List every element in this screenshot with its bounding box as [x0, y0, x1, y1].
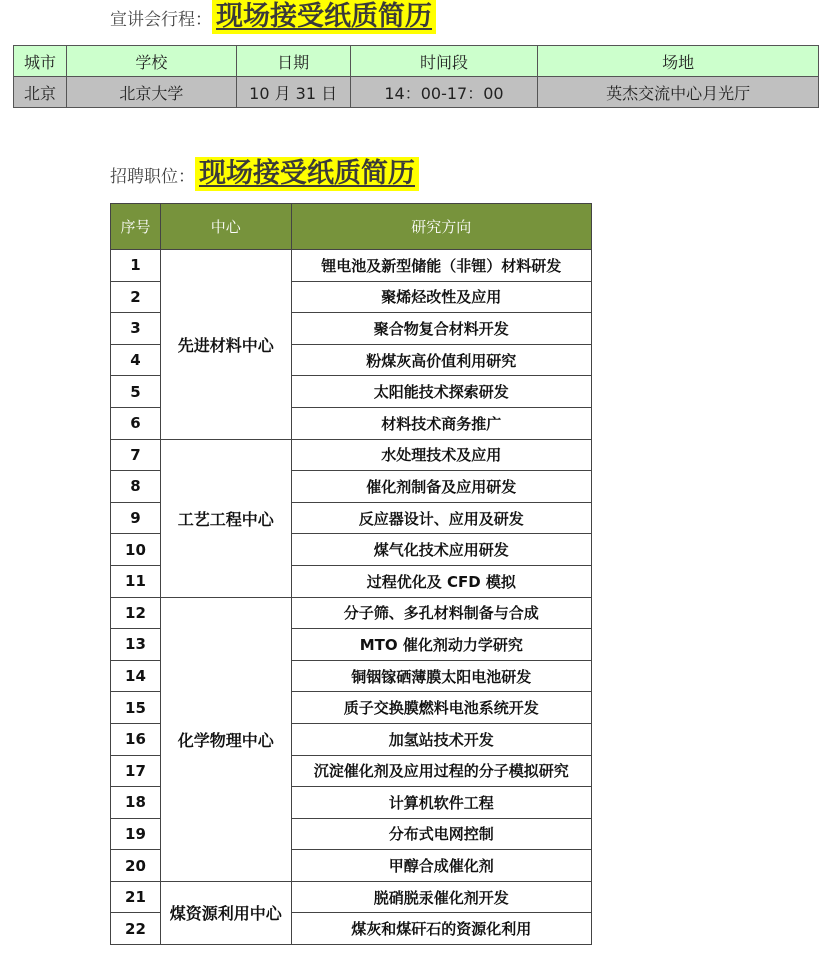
- research-direction: 聚合物复合材料开发: [291, 313, 591, 345]
- row-number: 4: [111, 344, 161, 376]
- schedule-header-row: [14, 46, 819, 77]
- positions-header-row: [111, 204, 592, 250]
- row-number: 22: [111, 913, 161, 945]
- schedule-label: 宣讲会行程：: [110, 9, 212, 30]
- research-direction: 煤灰和煤矸石的资源化利用: [291, 913, 591, 945]
- research-direction: 沉淀催化剂及应用过程的分子模拟研究: [291, 755, 591, 787]
- research-direction: 材料技术商务推广: [291, 407, 591, 439]
- row-number: 19: [111, 818, 161, 850]
- header-direction: 研究方向: [291, 204, 591, 250]
- cell-school: 北京大学: [66, 77, 236, 108]
- cell-city: 北京: [14, 77, 67, 108]
- table-row: [111, 439, 592, 471]
- research-direction: 脱硝脱汞催化剂开发: [291, 881, 591, 913]
- table-row: [111, 597, 592, 629]
- center-name: 化学物理中心: [160, 597, 291, 881]
- positions-table: [110, 203, 592, 945]
- table-row: [111, 250, 592, 282]
- center-name: 煤资源利用中心: [160, 881, 291, 944]
- schedule-heading: [110, 0, 436, 34]
- positions-body: [111, 250, 592, 945]
- research-direction: 聚烯烃改性及应用: [291, 281, 591, 313]
- center-name: 工艺工程中心: [160, 439, 291, 597]
- row-number: 2: [111, 281, 161, 313]
- research-direction: 铜铟镓硒薄膜太阳电池研发: [291, 660, 591, 692]
- row-number: 5: [111, 376, 161, 408]
- research-direction: 计算机软件工程: [291, 787, 591, 819]
- research-direction: 粉煤灰高价值利用研究: [291, 344, 591, 376]
- table-row: [111, 881, 592, 913]
- row-number: 16: [111, 723, 161, 755]
- positions-highlight: 现场接受纸质简历: [195, 157, 419, 191]
- header-city: 城市: [14, 46, 67, 77]
- research-direction: 过程优化及 CFD 模拟: [291, 565, 591, 597]
- schedule-row: [14, 77, 819, 108]
- row-number: 21: [111, 881, 161, 913]
- cell-venue: 英杰交流中心月光厅: [538, 77, 819, 108]
- research-direction: 分布式电网控制: [291, 818, 591, 850]
- row-number: 6: [111, 407, 161, 439]
- cell-date: 10 月 31 日: [236, 77, 350, 108]
- header-venue: 场地: [538, 46, 819, 77]
- header-center: 中心: [160, 204, 291, 250]
- row-number: 18: [111, 787, 161, 819]
- row-number: 11: [111, 565, 161, 597]
- research-direction: 加氢站技术开发: [291, 723, 591, 755]
- row-number: 13: [111, 629, 161, 661]
- header-number: 序号: [111, 204, 161, 250]
- row-number: 12: [111, 597, 161, 629]
- center-name: 先进材料中心: [160, 250, 291, 440]
- research-direction: 太阳能技术探索研发: [291, 376, 591, 408]
- cell-time: 14：00-17：00: [350, 77, 538, 108]
- schedule-table: [13, 45, 819, 108]
- header-date: 日期: [236, 46, 350, 77]
- research-direction: 反应器设计、应用及研发: [291, 502, 591, 534]
- row-number: 8: [111, 471, 161, 503]
- research-direction: 水处理技术及应用: [291, 439, 591, 471]
- row-number: 3: [111, 313, 161, 345]
- header-school: 学校: [66, 46, 236, 77]
- schedule-highlight: 现场接受纸质简历: [212, 0, 436, 34]
- research-direction: 质子交换膜燃料电池系统开发: [291, 692, 591, 724]
- research-direction: 催化剂制备及应用研发: [291, 471, 591, 503]
- row-number: 17: [111, 755, 161, 787]
- row-number: 10: [111, 534, 161, 566]
- row-number: 1: [111, 250, 161, 282]
- research-direction: MTO 催化剂动力学研究: [291, 629, 591, 661]
- positions-heading: [110, 157, 419, 191]
- row-number: 9: [111, 502, 161, 534]
- research-direction: 煤气化技术应用研发: [291, 534, 591, 566]
- row-number: 15: [111, 692, 161, 724]
- research-direction: 分子筛、多孔材料制备与合成: [291, 597, 591, 629]
- header-time: 时间段: [350, 46, 538, 77]
- research-direction: 锂电池及新型储能（非锂）材料研发: [291, 250, 591, 282]
- positions-label: 招聘职位：: [110, 166, 195, 187]
- research-direction: 甲醇合成催化剂: [291, 850, 591, 882]
- row-number: 14: [111, 660, 161, 692]
- row-number: 7: [111, 439, 161, 471]
- row-number: 20: [111, 850, 161, 882]
